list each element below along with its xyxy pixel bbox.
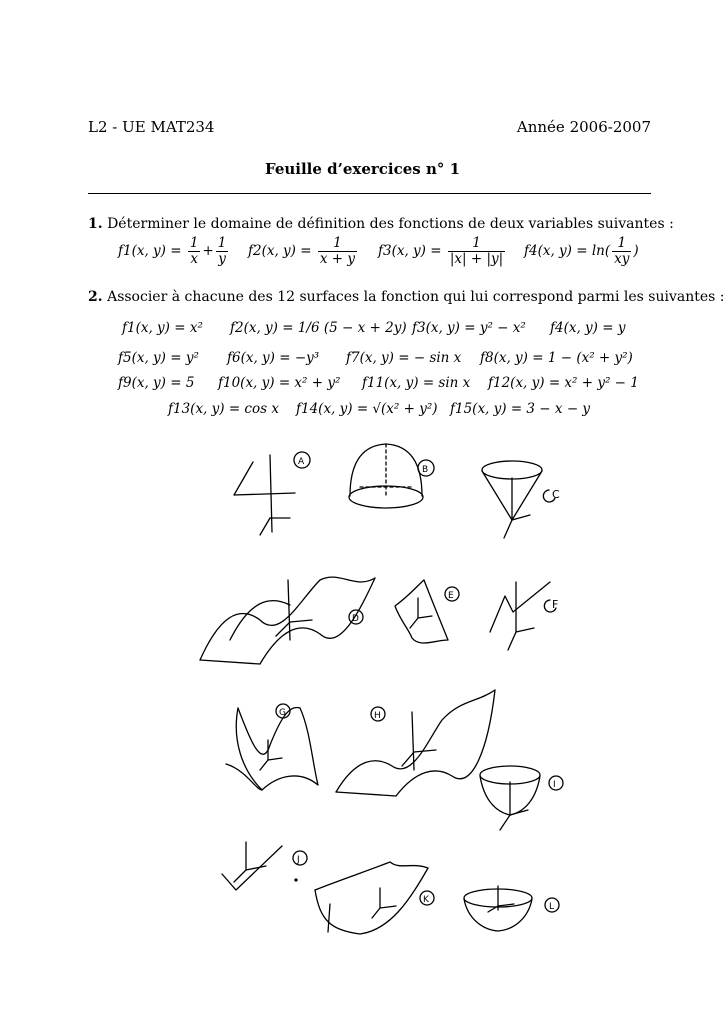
ex1-f2-num: 1 bbox=[318, 236, 357, 252]
surface-c-sketch bbox=[482, 461, 560, 538]
ex2-function-f2: f2(x, y) = 1/6 (5 − x + 2y) bbox=[230, 320, 407, 336]
ex2-function-f5: f5(x, y) = y² bbox=[118, 350, 199, 366]
sheet-title: Feuille d’exercices n° 1 bbox=[264, 160, 461, 178]
surface-d-label: D bbox=[352, 614, 359, 624]
ex2-function-f9: f9(x, y) = 5 bbox=[118, 375, 195, 391]
surface-j-sketch bbox=[222, 842, 307, 890]
surface-c-label: C bbox=[552, 488, 560, 501]
ex2-function-f12: f12(x, y) = x² + y² − 1 bbox=[488, 375, 639, 391]
surface-e-sketch bbox=[395, 580, 459, 643]
ex2-function-f4: f4(x, y) = y bbox=[550, 320, 626, 336]
exercise-1-text: Déterminer le domaine de définition des fonctions de deux variables suivantes : bbox=[107, 216, 674, 232]
ex1-f4-lhs: f4(x, y) = ln( bbox=[524, 243, 611, 259]
surface-i-sketch bbox=[480, 766, 563, 830]
year-header: Année 2006-2007 bbox=[516, 118, 651, 136]
exercise-2-number: 2. bbox=[88, 289, 103, 305]
ex2-function-f6: f6(x, y) = −y³ bbox=[227, 350, 320, 366]
surface-f-sketch bbox=[490, 582, 558, 650]
surface-b-label: B bbox=[422, 465, 429, 475]
ex1-f3-den: |x| + |y| bbox=[449, 251, 504, 267]
ex2-function-f3: f3(x, y) = y² − x² bbox=[412, 320, 526, 336]
ex2-function-f15: f15(x, y) = 3 − x − y bbox=[450, 401, 591, 417]
ex1-function-f1: f1(x, y) = $\frac{1}{x}$ + $\frac{1}{y}$ bbox=[118, 235, 227, 267]
ex2-function-f7: f7(x, y) = − sin x bbox=[346, 350, 462, 366]
ex1-f4-den: xy bbox=[614, 251, 630, 267]
surface-h-sketch bbox=[336, 690, 495, 796]
surface-a-label: A bbox=[298, 457, 305, 467]
ex2-function-f11: f11(x, y) = sin x bbox=[362, 375, 471, 391]
ex2-function-f13: f13(x, y) = cos x bbox=[168, 401, 279, 417]
ex2-function-f8: f8(x, y) = 1 − (x² + y²) bbox=[480, 350, 633, 366]
ex2-function-f14: f14(x, y) = √(x² + y²) bbox=[296, 401, 438, 417]
ex2-function-f10: f10(x, y) = x² + y² bbox=[218, 375, 341, 391]
surface-e-label: E bbox=[448, 591, 454, 601]
surface-h-label: H bbox=[374, 711, 381, 721]
ex1-f2-lhs: f2(x, y) = bbox=[248, 243, 312, 259]
ex1-f1-formula: f1(x, y) = bbox=[118, 243, 182, 259]
surface-k-label: K bbox=[423, 895, 429, 905]
exercise-2-text: Associer à chacune des 12 surfaces la fonction qui lui correspond parmi les suivantes : bbox=[107, 289, 725, 305]
surface-g-sketch bbox=[226, 704, 318, 790]
surface-d-sketch bbox=[200, 577, 375, 664]
ex2-function-f1: f1(x, y) = x² bbox=[122, 320, 203, 336]
ex1-f3-lhs: f3(x, y) = bbox=[378, 243, 442, 259]
surface-l-sketch bbox=[464, 886, 559, 931]
exercise-1-number: 1. bbox=[88, 216, 103, 232]
surface-l-label: L bbox=[549, 902, 555, 912]
surface-a-sketch bbox=[234, 452, 310, 535]
surface-f-label: F bbox=[552, 598, 559, 611]
surface-j-label: J bbox=[297, 855, 300, 865]
course-header: L2 - UE MAT234 bbox=[88, 118, 215, 136]
surface-i-label: I bbox=[553, 780, 556, 790]
surface-b-sketch bbox=[349, 444, 434, 508]
ex1-f4-num: 1 bbox=[612, 236, 631, 252]
surface-k-sketch bbox=[315, 862, 434, 934]
ex1-f2-den: x + y bbox=[319, 251, 355, 267]
surface-g-label: G bbox=[279, 708, 286, 718]
ex1-f3-num: 1 bbox=[448, 236, 505, 252]
ex1-f4-tail: ) bbox=[633, 243, 639, 259]
